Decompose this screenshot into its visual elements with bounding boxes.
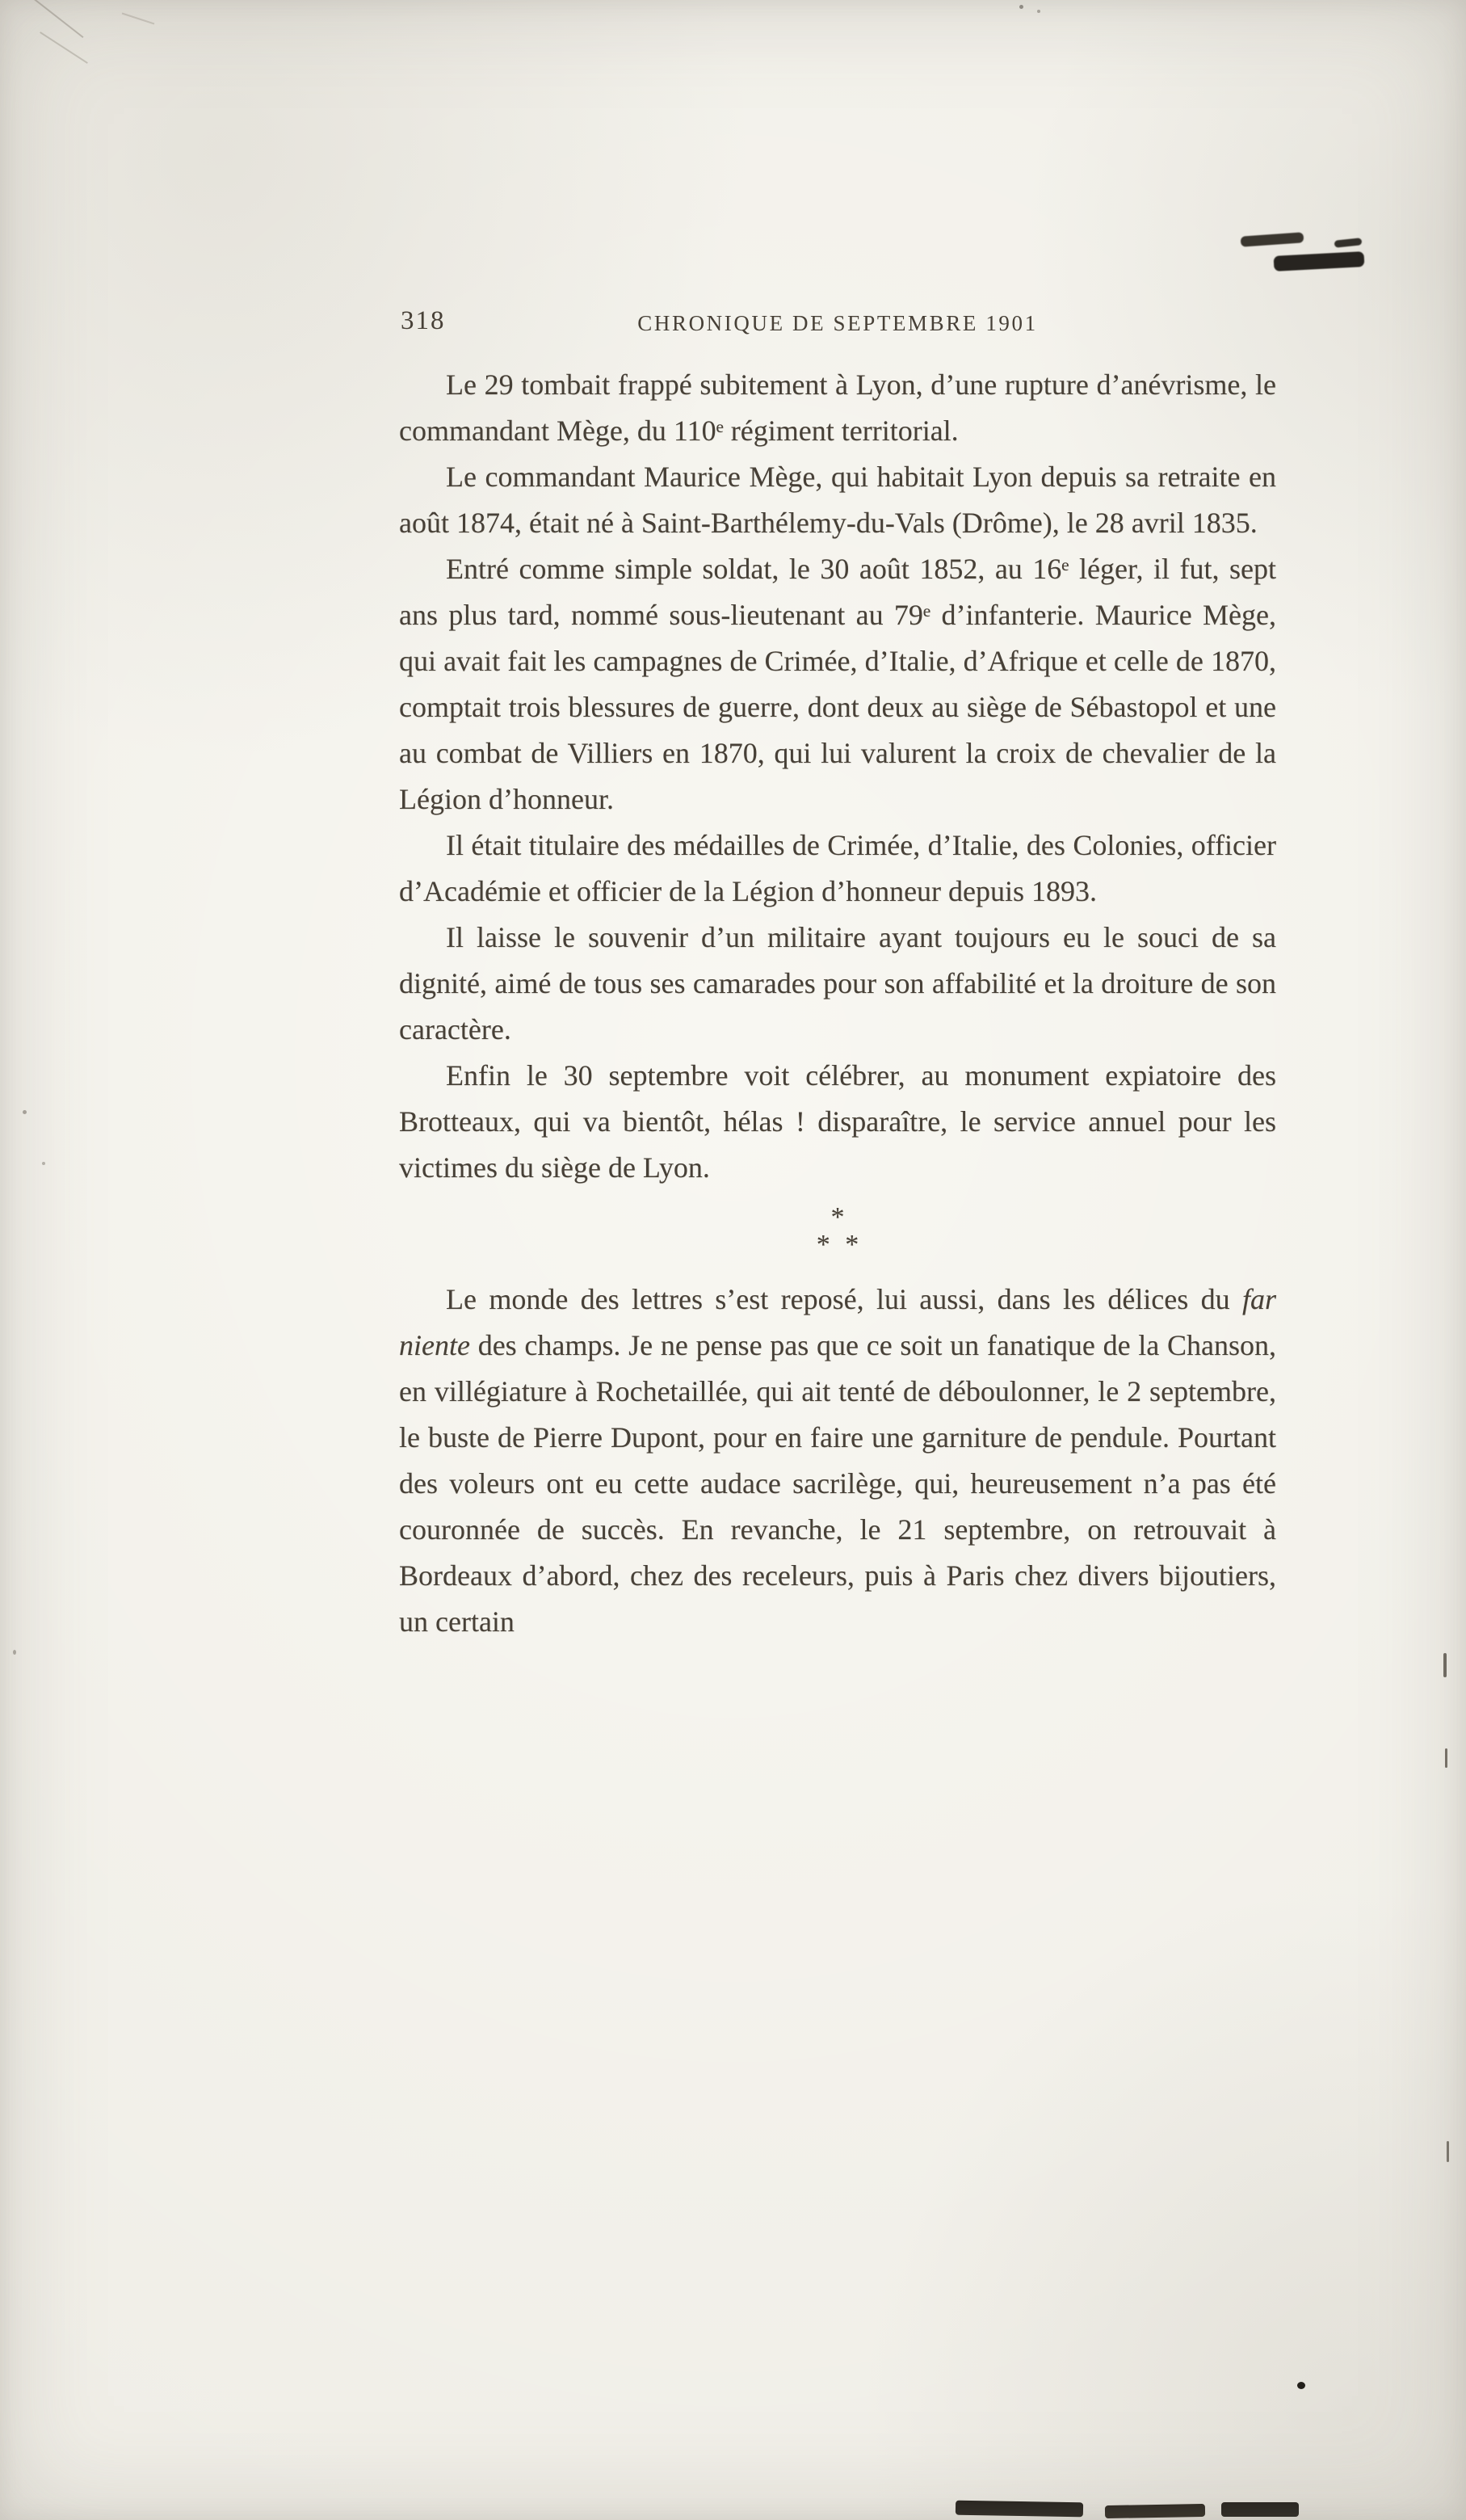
paragraph xyxy=(399,1277,1276,1645)
dust-speck xyxy=(23,1110,27,1114)
dust-speck xyxy=(42,1162,45,1165)
italic-phrase: far niente xyxy=(399,1283,1276,1361)
dust-speck xyxy=(1037,10,1040,13)
page-header xyxy=(399,304,1276,341)
asterism-bottom: * * xyxy=(816,1230,859,1260)
pencil-scratch xyxy=(122,13,155,25)
paragraph: Enfin le 30 septembre voit célébrer, au monument expiatoire des Brotteaux, qui va bientôt, hélas ! disparaître, le service annuel pour les victimes du siège de Lyon. xyxy=(399,1059,1276,1184)
paragraph: Il laisse le souvenir d’un militaire ayant toujours eu le souci de sa dignité, aimé de tous ses camarades pour son affabilité et la droiture de son caractère. xyxy=(399,921,1276,1045)
ink-blot xyxy=(1274,251,1365,271)
ink-blot xyxy=(1241,232,1304,246)
text-block xyxy=(399,362,1276,1645)
paragraph-text: Le monde des lettres s’est reposé, lui aussi, dans les délices du xyxy=(446,1283,1242,1315)
paragraph: Il était titulaire des médailles de Crimée, d’Italie, des Colonies, officier d’Académie et officier de la Légion d’honneur depuis 1893. xyxy=(399,829,1276,907)
pencil-scratch xyxy=(40,32,88,64)
paragraph: Le 29 tombait frappé subitement à Lyon, d’une rupture d’anévrisme, le commandant Mège, du 110ᵉ régiment territorial. xyxy=(399,368,1276,447)
asterism-top: * xyxy=(830,1202,845,1232)
paragraph-text: des champs. Je ne pense pas que ce soit un fanatique de la Chanson, en villégiature à Rochetaillée, qui ait tenté de déboulonner, le 2 septembre, le buste de Pierre Dupont, pour en faire une garniture de pendule. Pourtant des voleurs ont eu cette audace sacrilège, qui, heureusement n’a pas été couronnée de succès. En revanche, le 21 septembre, on retrouvait à Bordeaux d’abord, chez des receleurs, puis à Paris chez divers bijoutiers, un certain xyxy=(399,1329,1276,1638)
margin-mark xyxy=(1447,2141,1449,2162)
bottom-edge-print xyxy=(956,2501,1083,2518)
dust-speck xyxy=(1019,5,1023,9)
running-title: CHRONIQUE DE SEPTEMBRE 1901 xyxy=(637,311,1038,335)
paragraph: Le commandant Maurice Mège, qui habitait Lyon depuis sa retraite en août 1874, était né à Saint-Barthélemy-du-Vals (Drôme), le 28 avril 1835. xyxy=(399,461,1276,539)
section-separator xyxy=(399,1191,1276,1277)
paragraph: Entré comme simple soldat, le 30 août 1852, au 16ᵉ léger, il fut, sept ans plus tard, nommé sous-lieutenant au 79ᵉ d’infanterie. Maurice Mège, qui avait fait les campagnes de Crimée, d’Italie, d’Afrique et celle de 1870, comptait trois blessures de guerre, dont deux au siège de Sébastopol et une au combat de Villiers en 1870, qui lui valurent la croix de chevalier de la Légion d’honneur. xyxy=(399,553,1276,815)
bottom-edge-print xyxy=(1105,2504,1205,2518)
dust-speck xyxy=(13,1650,16,1655)
ink-blot xyxy=(1334,238,1363,248)
pencil-scratch xyxy=(22,0,83,38)
page-number: 318 xyxy=(401,306,446,335)
bottom-edge-print xyxy=(1221,2502,1299,2517)
margin-mark xyxy=(1445,1748,1447,1768)
ink-dot xyxy=(1297,2382,1305,2389)
margin-mark xyxy=(1443,1653,1447,1677)
